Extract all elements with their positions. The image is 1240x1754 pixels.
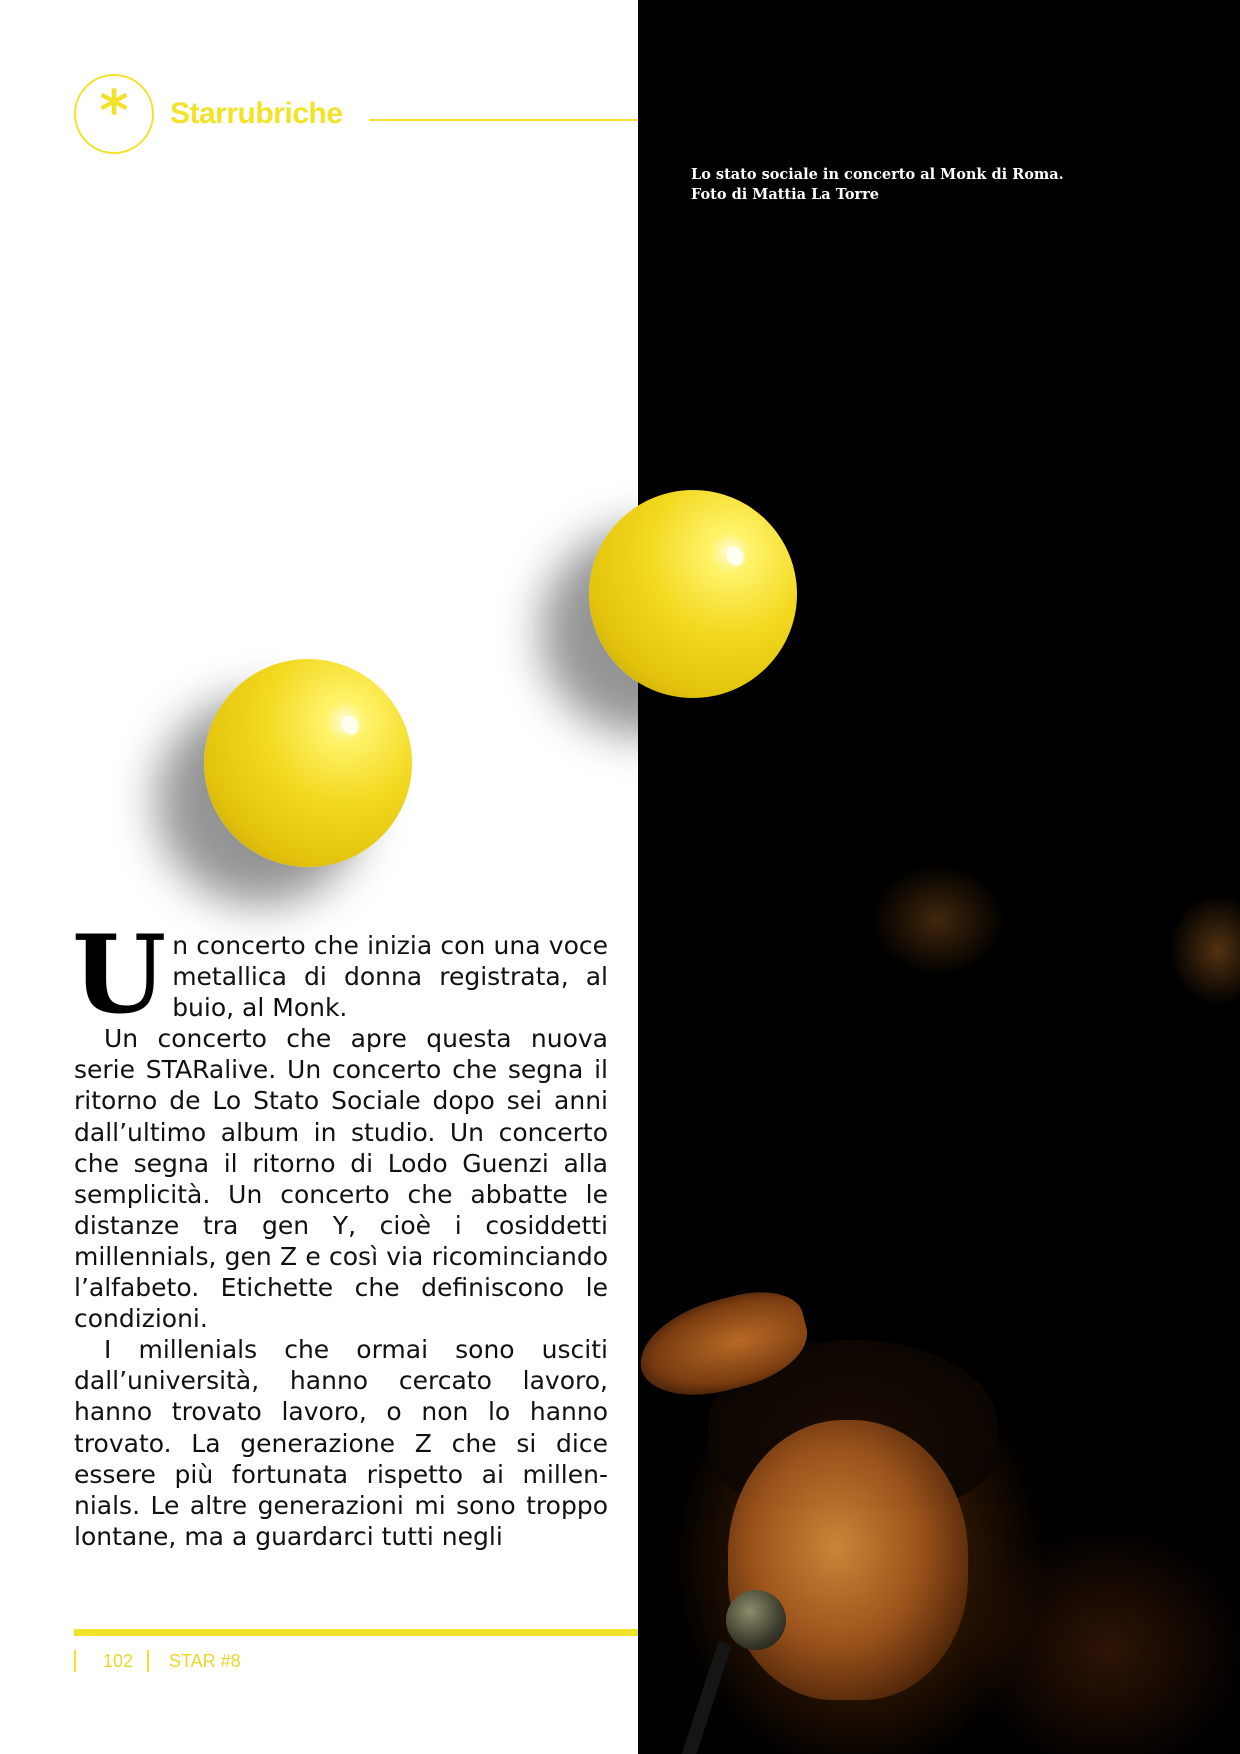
- article-paragraph: I millenials che ormai sono usciti dall’università, hanno cercato lavoro, hanno trovato lavoro, o non lo hanno trovato. La generazione Z che si dice essere più fortunata rispetto ai millennials. Le altre generazioni mi sono troppo lontane, ma a guardarci tutti negli: [74, 1335, 608, 1551]
- caption-line-2: Foto di Mattia La Torre: [691, 186, 880, 203]
- yellow-ball-icon: [204, 659, 412, 867]
- section-logo: [74, 74, 154, 154]
- footer-separator: [74, 1650, 76, 1672]
- issue-label: STAR #8: [169, 1651, 241, 1671]
- paragraph-text: n concerto che inizia con una voce metallica di donna registrata, al buio, al Monk.: [172, 931, 608, 1023]
- article-paragraph: [72, 912, 608, 1038]
- article-paragraph: Un concerto che apre questa nuova serie STARalive. Un concerto che segna il ritorno de Lo Stato Sociale dopo sei anni dall’ultimo album in studio. Un concerto che segna il ritorno di Lodo Guenzi alla semplicità. Un concerto che abbatte le distanze tra gen Y, cioè i cosiddetti millennials, gen Z e così via ricominciando l’alfabeto. Etichette che definiscono le condizioni.: [74, 1024, 608, 1334]
- section-title: Starrubriche: [170, 97, 343, 130]
- ball-highlight: [338, 712, 362, 737]
- drop-cap: U: [72, 912, 167, 1038]
- photo-singer-face: [728, 1420, 968, 1700]
- footer-divider: [74, 1629, 638, 1636]
- concert-photo: [638, 0, 1240, 1754]
- asterisk-icon: *: [99, 79, 129, 144]
- photo-caption: [691, 165, 1111, 205]
- article-body: [72, 912, 608, 1552]
- yellow-ball-icon: [589, 490, 797, 698]
- caption-line-1: Lo stato sociale in concerto al Monk di Roma.: [691, 166, 1064, 183]
- footer-separator: [147, 1650, 149, 1672]
- page-number: 102: [103, 1651, 134, 1671]
- microphone-icon: [726, 1590, 786, 1650]
- photo-mic-stand: [678, 1641, 731, 1754]
- header-divider: [369, 119, 638, 121]
- ball-highlight: [723, 543, 747, 568]
